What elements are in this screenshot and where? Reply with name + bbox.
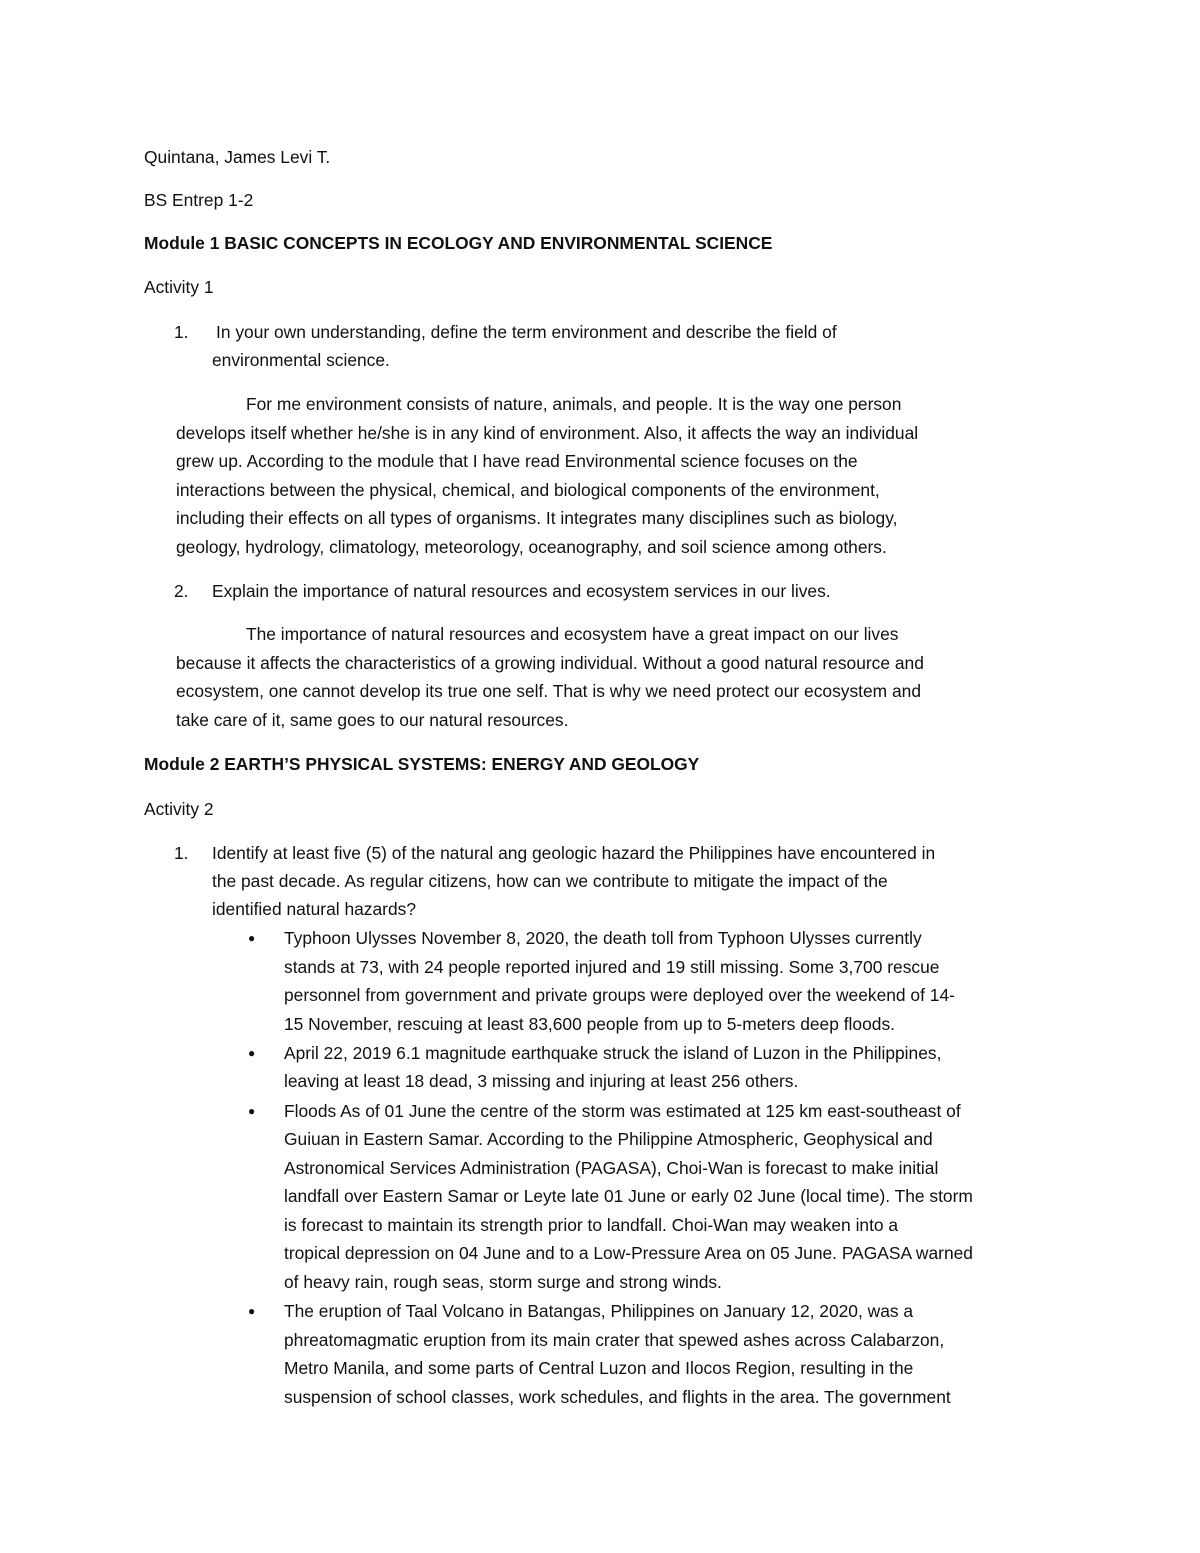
answer-1-line: grew up. According to the module that I have read Environmental science focuses on the <box>176 451 858 471</box>
bullet-1-line: personnel from government and private groups were deployed over the weekend of 14- <box>284 985 955 1005</box>
bullet-1-line: stands at 73, with 24 people reported injured and 19 still missing. Some 3,700 rescue <box>284 957 940 977</box>
module-2-title: Module 2 EARTH’S PHYSICAL SYSTEMS: ENERGY AND GEOLOGY <box>144 754 700 774</box>
answer-1-line: including their effects on all types of organisms. It integrates many disciplines such as biology, <box>176 508 898 528</box>
bullet-4-line: The eruption of Taal Volcano in Batangas, Philippines on January 12, 2020, was a <box>284 1301 914 1321</box>
activity-2-heading: Activity 2 <box>144 799 214 819</box>
m2-question-1-line: Identify at least five (5) of the natural ang geologic hazard the Philippines have encountered in <box>212 843 936 863</box>
answer-2-line: ecosystem, one cannot develop its true one self. That is why we need protect our ecosystem and <box>176 681 921 701</box>
answer-1-line: geology, hydrology, climatology, meteorology, oceanography, and soil science among others. <box>176 537 887 557</box>
question-1-line: In your own understanding, define the term environment and describe the field of <box>216 322 837 342</box>
student-course: BS Entrep 1-2 <box>144 190 254 210</box>
answer-2-line: take care of it, same goes to our natural resources. <box>176 710 569 730</box>
bullet-3-line: landfall over Eastern Samar or Leyte late 01 June or early 02 June (local time). The storm <box>284 1186 973 1206</box>
bullet-icon: ● <box>248 1304 256 1318</box>
question-2-line: Explain the importance of natural resources and ecosystem services in our lives. <box>212 581 831 601</box>
answer-1-line: develops itself whether he/she is in any kind of environment. Also, it affects the way an individual <box>176 423 919 443</box>
bullet-icon: ● <box>248 931 256 945</box>
bullet-4-line: phreatomagmatic eruption from its main crater that spewed ashes across Calabarzon, <box>284 1330 945 1350</box>
m2-question-1-line: the past decade. As regular citizens, how can we contribute to mitigate the impact of the <box>212 871 888 891</box>
bullet-3-line: tropical depression on 04 June and to a Low-Pressure Area on 05 June. PAGASA warned <box>284 1243 973 1263</box>
bullet-3-line: of heavy rain, rough seas, storm surge and strong winds. <box>284 1272 722 1292</box>
bullet-3-line: Guiuan in Eastern Samar. According to the Philippine Atmospheric, Geophysical and <box>284 1129 933 1149</box>
student-name: Quintana, James Levi T. <box>144 147 331 167</box>
question-number: 1. <box>174 322 189 342</box>
module-1-title: Module 1 BASIC CONCEPTS IN ECOLOGY AND ENVIRONMENTAL SCIENCE <box>144 233 773 253</box>
m2-question-1-line: identified natural hazards? <box>212 899 416 919</box>
bullet-1-line: Typhoon Ulysses November 8, 2020, the death toll from Typhoon Ulysses currently <box>284 928 922 948</box>
bullet-2-line: April 22, 2019 6.1 magnitude earthquake struck the island of Luzon in the Philippines, <box>284 1043 942 1063</box>
answer-2-line: because it affects the characteristics of a growing individual. Without a good natural resource and <box>176 653 924 673</box>
bullet-icon: ● <box>248 1046 256 1060</box>
answer-1-line: interactions between the physical, chemical, and biological components of the environment, <box>176 480 880 500</box>
bullet-1-line: 15 November, rescuing at least 83,600 people from up to 5-meters deep floods. <box>284 1014 895 1034</box>
question-1-line: environmental science. <box>212 350 390 370</box>
question-number: 2. <box>174 581 189 601</box>
activity-1-heading: Activity 1 <box>144 277 214 297</box>
answer-2-line: The importance of natural resources and ecosystem have a great impact on our lives <box>246 624 899 644</box>
answer-1-line: For me environment consists of nature, animals, and people. It is the way one person <box>246 394 902 414</box>
bullet-4-line: suspension of school classes, work schedules, and flights in the area. The government <box>284 1387 951 1407</box>
question-number: 1. <box>174 843 189 863</box>
bullet-3-line: Floods As of 01 June the centre of the storm was estimated at 125 km east-southeast of <box>284 1101 961 1121</box>
bullet-icon: ● <box>248 1104 256 1118</box>
bullet-3-line: is forecast to maintain its strength prior to landfall. Choi-Wan may weaken into a <box>284 1215 899 1235</box>
bullet-4-line: Metro Manila, and some parts of Central Luzon and Ilocos Region, resulting in the <box>284 1358 914 1378</box>
bullet-3-line: Astronomical Services Administration (PAGASA), Choi-Wan is forecast to make initial <box>284 1158 939 1178</box>
bullet-2-line: leaving at least 18 dead, 3 missing and injuring at least 256 others. <box>284 1071 799 1091</box>
